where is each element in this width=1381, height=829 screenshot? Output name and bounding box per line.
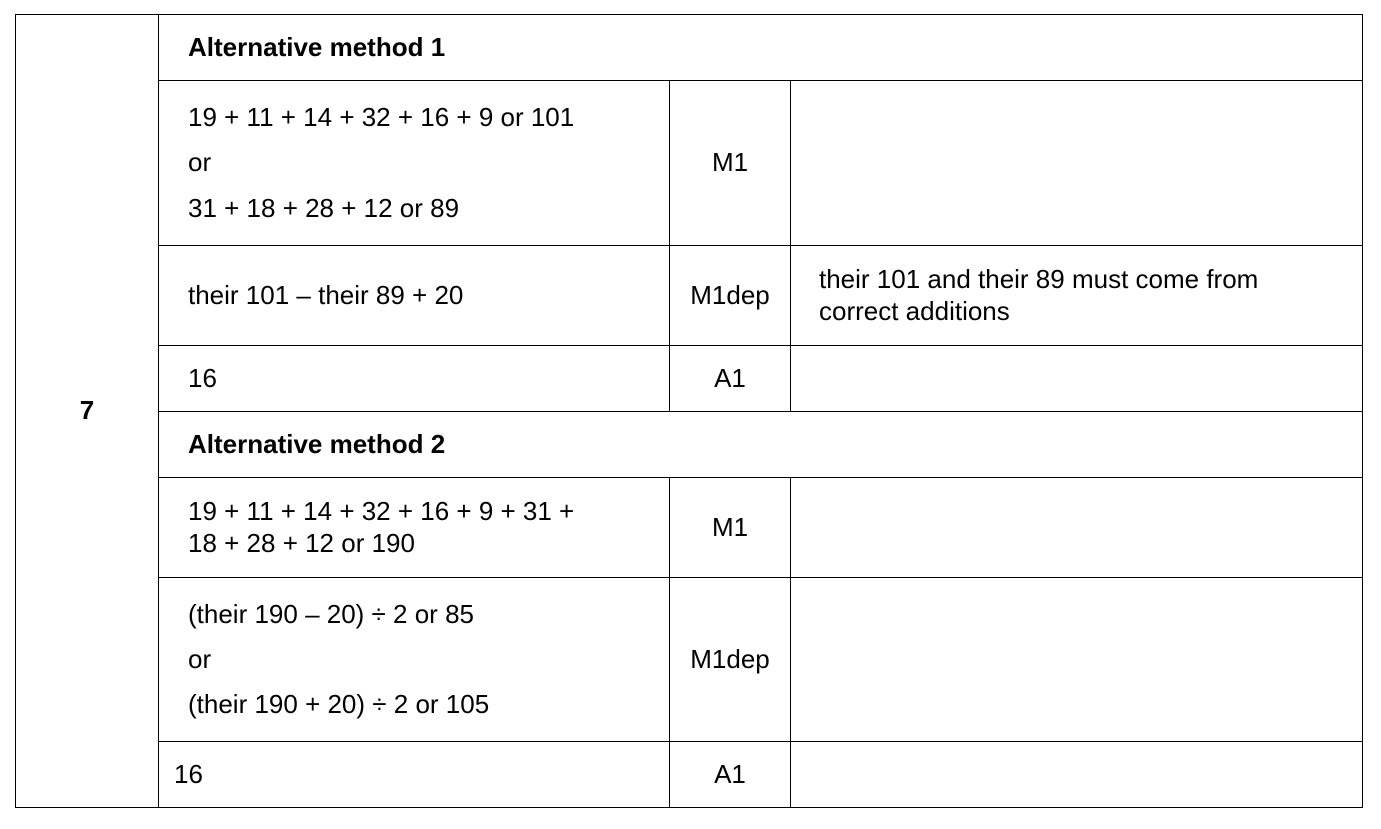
working-line: 16 [174, 758, 203, 789]
method1-row-2-comment [791, 246, 1363, 346]
method1-row-1-comment [791, 81, 1363, 246]
working-line: (their 190 + 20) ÷ 2 or 105 [188, 689, 490, 720]
method2-heading: Alternative method 2 [159, 412, 1363, 478]
method1-row-3 [16, 346, 1363, 412]
method1-heading: Alternative method 1 [159, 15, 1363, 81]
working-line: or [188, 643, 212, 674]
method1-row-3-working [159, 346, 670, 412]
mark-scheme-table [15, 14, 1363, 808]
method2-row-2-working [159, 578, 670, 742]
method1-row-2-working [159, 246, 670, 346]
working-line: 16 [188, 362, 217, 393]
method2-row-3-working [159, 742, 670, 808]
method2-row-2 [16, 578, 1363, 742]
comment-line: their 101 and their 89 must come from [819, 264, 1259, 295]
method2-row-1 [16, 478, 1363, 578]
method1-row-2 [16, 246, 1363, 346]
method2-row-3-mark: A1 [670, 742, 791, 808]
method2-row-3-comment [791, 742, 1363, 808]
method1-row-1 [16, 81, 1363, 246]
method2-row-2-mark: M1dep [670, 578, 791, 742]
method1-row-1-working [159, 81, 670, 246]
question-number: 7 [16, 15, 159, 808]
comment-line: correct additions [819, 295, 1010, 326]
method2-row-1-comment [791, 478, 1363, 578]
working-line: 31 + 18 + 28 + 12 or 89 [188, 192, 460, 223]
working-line: (their 190 – 20) ÷ 2 or 85 [188, 598, 474, 629]
working-line: 19 + 11 + 14 + 32 + 16 + 9 + 31 + [188, 496, 575, 527]
method1-row-3-comment [791, 346, 1363, 412]
method2-row-2-comment [791, 578, 1363, 742]
method1-heading-row [16, 15, 1363, 81]
method1-row-2-mark: M1dep [670, 246, 791, 346]
working-line: 18 + 28 + 12 or 190 [188, 527, 415, 558]
method2-heading-row [16, 412, 1363, 478]
method2-row-1-mark: M1 [670, 478, 791, 578]
working-line: their 101 – their 89 + 20 [188, 279, 464, 310]
method2-row-1-working [159, 478, 670, 578]
working-line: or [188, 147, 212, 178]
method2-row-3 [16, 742, 1363, 808]
working-line: 19 + 11 + 14 + 32 + 16 + 9 or 101 [188, 102, 575, 133]
method1-row-1-mark: M1 [670, 81, 791, 246]
method1-row-3-mark: A1 [670, 346, 791, 412]
